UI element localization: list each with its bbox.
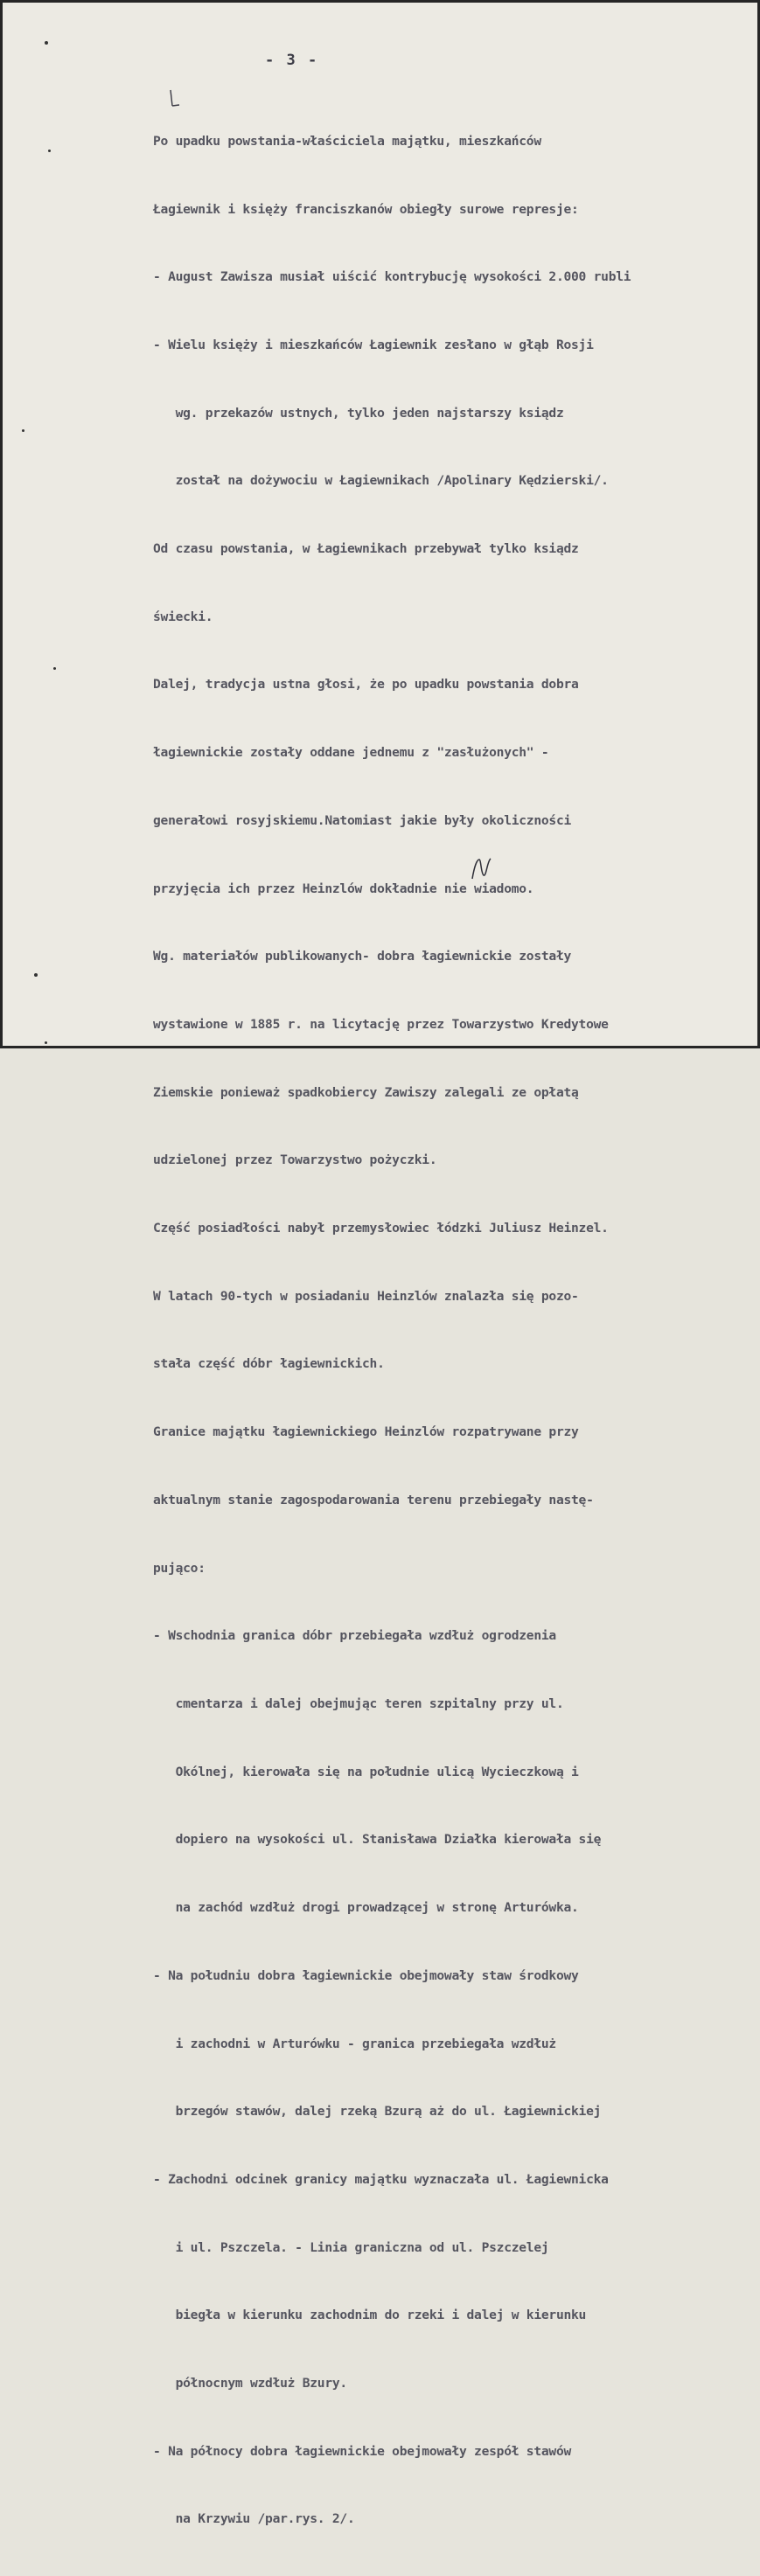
handwritten-correction-mark [470, 856, 496, 882]
text-line: generałowi rosyjskiemu.Natomiast jakie były okoliczności [153, 812, 572, 828]
text-line: biegła w kierunku zachodnim do rzeki i dalej w kierunku [153, 2308, 587, 2323]
text-line: W latach 90-tych w posiadaniu Heinzlów znalazła się pozo- [153, 1288, 579, 1304]
text-line: - Wschodnia granica dóbr przebiegała wzdłuż ogrodzenia [153, 1628, 556, 1644]
text-line: Wg. materiałów publikowanych- dobra łagiewnickie zostały [153, 949, 572, 964]
text-line: pująco: [153, 1560, 206, 1576]
text-line: Ziemskie ponieważ spadkobiercy Zawiszy zalegali ze opłatą [153, 1084, 579, 1100]
text-line: brzegów stawów, dalej rzeką Bzurą aż do ul. Łagiewnickiej [153, 2104, 602, 2120]
paper-speck [22, 429, 24, 432]
paper-speck [45, 1041, 47, 1044]
text-line: Po upadku powstania-właściciela majątku, mieszkańców [153, 133, 541, 149]
text-line: aktualnym stanie zagospodarowania terenu przebiegały nastę- [153, 1492, 594, 1507]
text-line: północnym wzdłuż Bzury. [153, 2376, 347, 2392]
text-line: łagiewnickie zostały oddane jednemu z "zasłużonych" - [153, 745, 549, 761]
text-line: - Zachodni odcinek granicy majątku wyznaczała ul. Łagiewnicka [153, 2171, 609, 2187]
text-line: dopiero na wysokości ul. Stanisława Działka kierowała się [153, 1832, 602, 1848]
text-line: na Krzywiu /par.rys. 2/. [153, 2511, 355, 2527]
text-line: cmentarza i dalej obejmując teren szpitalny przy ul. [153, 1695, 564, 1711]
body-text [153, 85, 757, 2576]
text-line: Łagiewnik i księży franciszkanów obiegły surowe represje: [153, 201, 579, 217]
text-line: świecki. [153, 609, 213, 624]
text-line: - Na północy dobra łagiewnickie obejmowały zespół stawów [153, 2443, 572, 2459]
paper-speck [34, 973, 38, 977]
text-line: Dalej, tradycja ustna głosi, że po upadku powstania dobra [153, 677, 579, 693]
paper-speck [53, 667, 56, 670]
text-line: i ul. Pszczela. - Linia graniczna od ul. Pszczelej [153, 2239, 549, 2255]
text-line: na zachód wzdłuż drogi prowadzącej w stronę Arturówka. [153, 1900, 579, 1916]
text-line: Granice majątku łagiewnickiego Heinzlów rozpatrywane przy [153, 1424, 579, 1440]
paper-speck [48, 150, 51, 152]
text-line: - Wielu księży i mieszkańców Łagiewnik zesłano w głąb Rosji [153, 337, 594, 352]
text-line: został na dożywociu w Łagiewnikach /Apolinary Kędzierski/. [153, 473, 609, 489]
text-line: Okólnej, kierowała się na południe ulicą Wycieczkową i [153, 1764, 579, 1779]
text-line: Od czasu powstania, w Łagiewnikach przebywał tylko ksiądz [153, 541, 579, 557]
text-line: wg. przekazów ustnych, tylko jeden najstarszy ksiądz [153, 405, 564, 421]
text-line: wystawione w 1885 r. na licytację przez Towarzystwo Kredytowe [153, 1016, 609, 1032]
text-line: stała część dóbr łagiewnickich. [153, 1356, 385, 1372]
text-line: Część posiadłości nabył przemysłowiec łódzki Juliusz Heinzel. [153, 1221, 609, 1236]
page-number: - 3 - [265, 52, 319, 69]
handwritten-insert-mark [169, 88, 181, 108]
text-line: i zachodni w Arturówku - granica przebiegała wzdłuż [153, 2036, 556, 2051]
text-line: udzielonej przez Towarzystwo pożyczki. [153, 1152, 437, 1168]
text-line: przyjęcia ich przez Heinzlów dokładnie nie wiadomo. [153, 881, 534, 896]
text-line: - August Zawisza musiał uiścić kontrybucję wysokości 2.000 rubli [153, 269, 631, 285]
paper-speck [45, 41, 48, 45]
text-line: - Na południu dobra łagiewnickie obejmowały staw środkowy [153, 1967, 579, 1983]
